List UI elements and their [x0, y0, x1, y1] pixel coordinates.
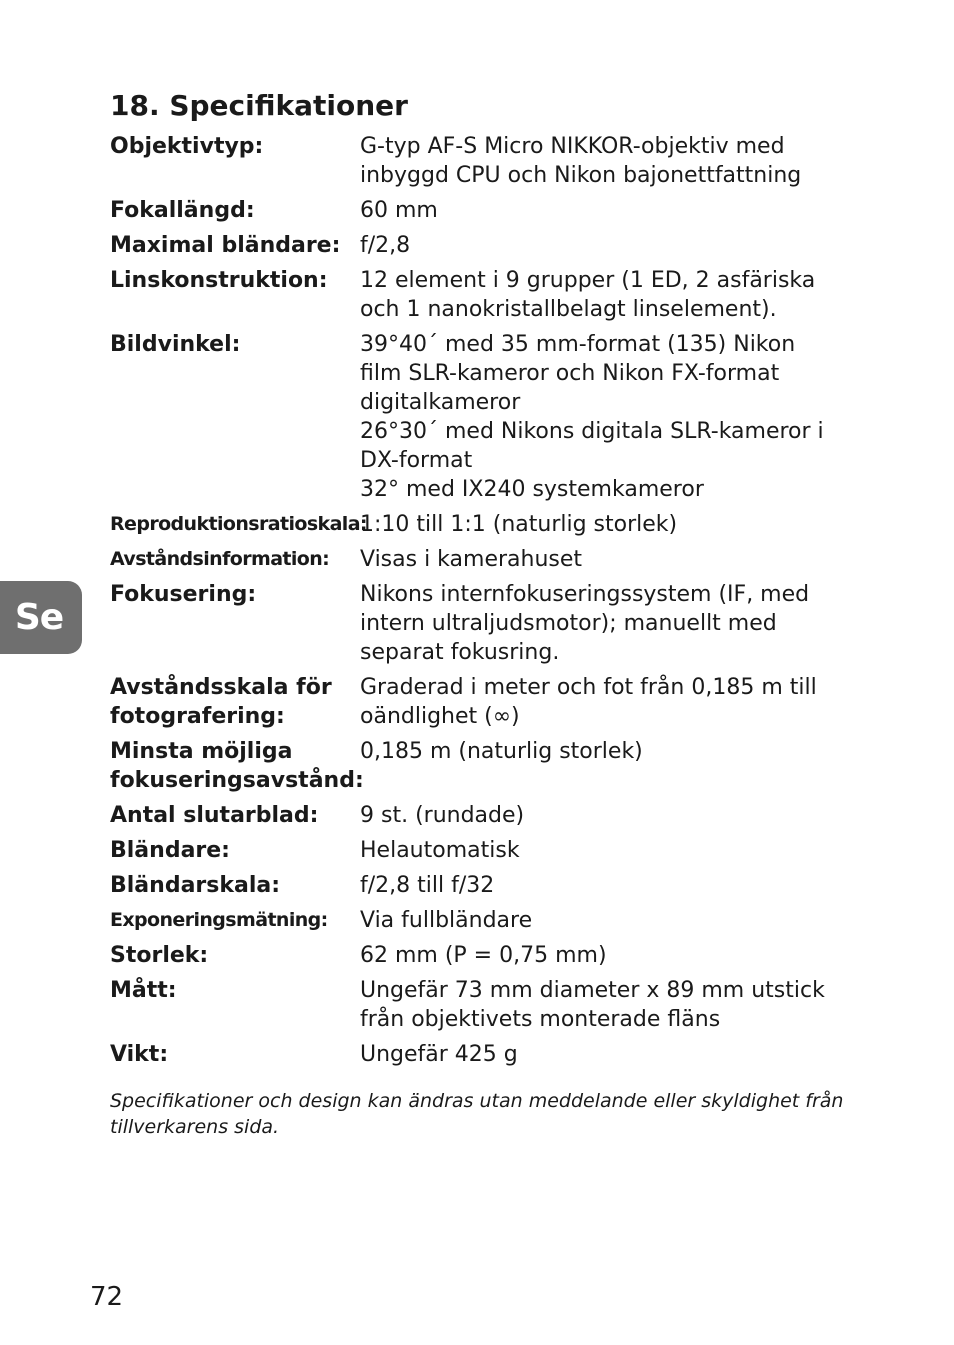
spec-label: Bländare: [110, 838, 230, 863]
disclaimer-note: Specifikationer och design kan ändras utan meddelande eller skyldighet från tillverkarens sida. [110, 1090, 844, 1138]
spec-row-exposure-metering [110, 906, 850, 935]
spec-value: f/2,8 [360, 233, 411, 258]
spec-row-lens-type [110, 132, 850, 190]
spec-value: 62 mm (P = 0,75 mm) [360, 943, 607, 968]
spec-label: Storlek: [110, 943, 209, 968]
spec-row-lens-construction [110, 266, 850, 324]
spec-value: Graderad i meter och fot från 0,185 m till oändlighet (∞) [360, 675, 817, 729]
spec-row-max-aperture [110, 231, 850, 260]
spec-row-focal-length [110, 196, 850, 225]
spec-value: 1:10 till 1:1 (naturlig storlek) [360, 512, 678, 537]
spec-label: Mått: [110, 978, 177, 1003]
language-tab-label: Se [14, 597, 64, 638]
spec-label: Fokusering: [110, 582, 257, 607]
spec-row-dimensions [110, 976, 850, 1034]
spec-label: Avståndsskala för fotografering: [110, 675, 332, 729]
spec-value: Helautomatisk [360, 838, 520, 863]
spec-row-distance-information [110, 545, 850, 574]
spec-value: Via fullbländare [360, 908, 533, 933]
spec-label: Avståndsinformation: [110, 548, 330, 570]
spec-row-diaphragm-blades [110, 801, 850, 830]
spec-row-angle-of-view [110, 330, 850, 504]
spec-row-shooting-distance-scale [110, 673, 850, 731]
specifications-table [110, 132, 850, 1069]
spec-row-reproduction-ratio [110, 510, 850, 539]
spec-row-aperture-range [110, 871, 850, 900]
spec-row-focusing [110, 580, 850, 667]
spec-value: Ungefär 73 mm diameter x 89 mm utstick från objektivets monterade fläns [360, 978, 825, 1032]
spec-value: Visas i kamerahuset [360, 547, 583, 572]
page-number: 72 [90, 1282, 124, 1312]
spec-label: Linskonstruktion: [110, 268, 328, 293]
spec-value: 0,185 m (naturlig storlek) [360, 739, 643, 764]
spec-row-diaphragm [110, 836, 850, 865]
spec-label: Reproduktionsratioskala: [110, 513, 367, 535]
spec-value: Ungefär 425 g [360, 1042, 518, 1067]
spec-value: G-typ AF-S Micro NIKKOR-objektiv med inbyggd CPU och Nikon bajonettfattning [360, 134, 802, 188]
spec-row-attachment-size [110, 941, 850, 970]
spec-value: 12 element i 9 grupper (1 ED, 2 asfäriska och 1 nanokristallbelagt linselement). [360, 268, 816, 322]
spec-value: 9 st. (rundade) [360, 803, 525, 828]
spec-label: Bildvinkel: [110, 332, 241, 357]
spec-label: Antal slutarblad: [110, 803, 319, 828]
page-title: 18. Specifikationer [110, 89, 408, 122]
spec-row-weight [110, 1040, 850, 1069]
spec-value: f/2,8 till f/32 [360, 873, 495, 898]
spec-label: Bländarskala: [110, 873, 281, 898]
spec-label: Minsta möjliga fokuseringsavstånd: [110, 739, 364, 793]
spec-label: Fokallängd: [110, 198, 255, 223]
spec-label: Maximal bländare: [110, 233, 341, 258]
spec-value: 39°40´ med 35 mm-format (135) Nikon film SLR-kameror och Nikon FX-format digitalkameror 26°30´ med Nikons digitala SLR-kameror i DX-format 32° med IX240 systemkameror [360, 332, 824, 502]
spec-row-closest-focus-distance [110, 737, 850, 795]
spec-label: Objektivtyp: [110, 134, 264, 159]
spec-value: Nikons internfokuseringssystem (IF, med intern ultraljudsmotor); manuellt med separat fokusring. [360, 582, 810, 665]
spec-label: Vikt: [110, 1042, 169, 1067]
spec-label: Exponeringsmätning: [110, 909, 328, 931]
spec-value: 60 mm [360, 198, 438, 223]
language-tab [0, 581, 82, 654]
